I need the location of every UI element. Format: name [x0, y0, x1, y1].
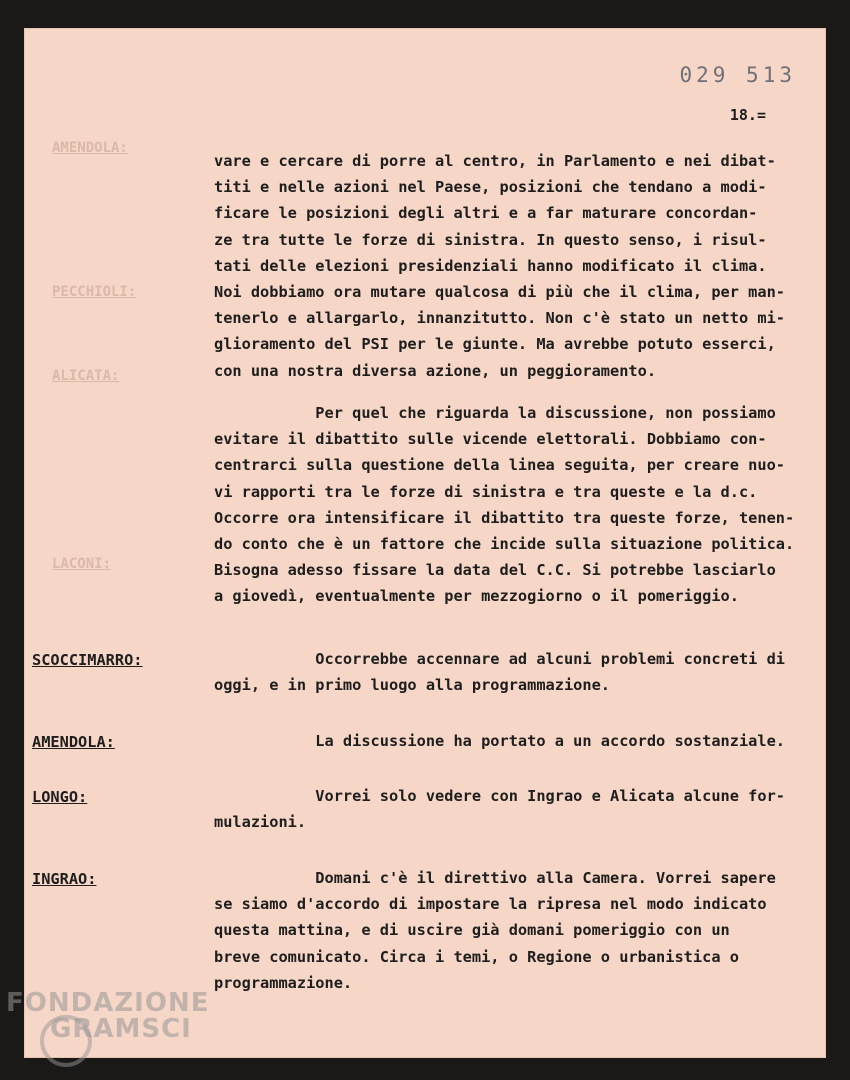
- intervention-text: Vorrei solo vedere con Ingrao e Alicata alcune for- mulazioni.: [214, 787, 785, 832]
- intervention-text: La discussione ha portato a un accordo sostanziale.: [214, 732, 785, 750]
- speaker-label: INGRAO:: [32, 870, 97, 888]
- watermark-line1: FONDAZIONE: [6, 988, 210, 1018]
- watermark: [6, 988, 209, 1044]
- intervention-text: Domani c'è il direttivo alla Camera. Vorrei sapere se siamo d'accordo di impostare la ripresa nel modo indicato questa mattina, e di uscire già domani pomeriggio con un breve comunicato. Circa i temi, o Regione o urbanistica o programmazione.: [214, 869, 776, 992]
- archive-number: 029 513: [679, 63, 796, 87]
- page-number: 18.=: [729, 106, 766, 124]
- bleed-through-speaker: PECCHIOLI:: [52, 284, 137, 300]
- intervention-text: Occorrebbe accennare ad alcuni problemi concreti di oggi, e in primo luogo alla programmazione.: [214, 650, 785, 695]
- paragraph-continuation: vare e cercare di porre al centro, in Parlamento e nei dibat- titi e nelle azioni nel Paese, posizioni che tendano a modi- ficare le posizioni degli altri e a far maturare concordan- ze tra tutte le forze di sinistra. In questo senso, i risul- tati delle elezioni presidenziali hanno modificato il clima. Noi dobbiamo ora mutare qualcosa di più che il clima, per man- tenerlo e allargarlo, innanzitutto. Non c'è stato un netto mi- glioramento del PSI per le giunte. Ma avrebbe potuto esserci, con una nostra diversa azione, un peggioramento.: [214, 152, 785, 380]
- speaker-label: AMENDOLA:: [32, 733, 115, 751]
- paragraph-discussion: Per quel che riguarda la discussione, non possiamo evitare il dibattito sulle vicende elettorali. Dobbiamo con- centrarci sulla questione della linea seguita, per creare nuo- vi rapporti tra le forze di sinistra e tra queste e la d.c. Occorre ora intensificare il dibattito tra queste forze, tenen- do conto che è un fattore che incide sulla situazione politica. Bisogna adesso fissare la data del C.C. Si potrebbe lasciarlo a giovedì, eventualmente per mezzogiorno o il pomeriggio.: [214, 404, 795, 606]
- speaker-label: SCOCCIMARRO:: [32, 651, 143, 669]
- bleed-through-speaker: LACONI:: [52, 556, 112, 572]
- watermark-line2: GRAMSCI: [50, 1014, 192, 1044]
- document-page: [24, 28, 826, 1058]
- bleed-through-speaker: AMENDOLA:: [52, 140, 128, 156]
- speaker-label: LONGO:: [32, 788, 88, 806]
- watermark-logo-icon: [40, 1015, 92, 1067]
- bleed-through-speaker: ALICATA:: [52, 368, 120, 384]
